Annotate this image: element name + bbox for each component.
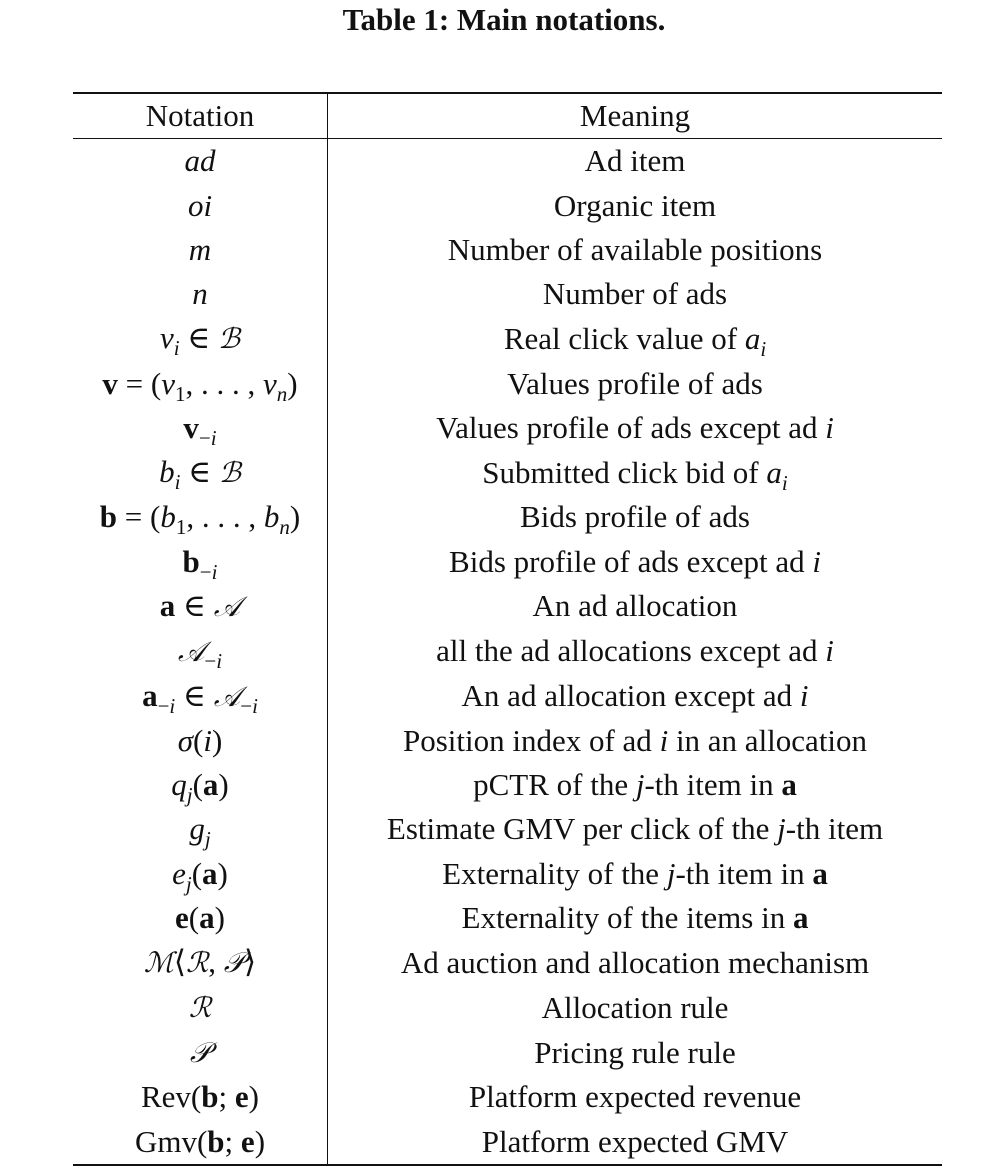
table-row: [73, 629, 942, 674]
math-segment: i: [659, 722, 669, 758]
math-segment: Platform expected GMV: [481, 1123, 789, 1159]
math-segment: ): [289, 499, 301, 535]
math-segment: 1: [175, 515, 187, 540]
math-segment: = (: [117, 365, 162, 401]
math-segment: −: [157, 693, 170, 718]
math-segment: ∈: [180, 454, 219, 490]
math-segment: ;: [224, 1123, 241, 1159]
meaning-cell: [328, 184, 943, 228]
notation-cell: [73, 272, 328, 316]
math-segment: ℛ: [185, 946, 209, 980]
math-segment: b: [99, 499, 118, 535]
math-segment: a: [781, 767, 797, 803]
table-row: [73, 406, 942, 450]
math-segment: b: [201, 1079, 219, 1115]
table-row: [73, 1030, 942, 1075]
math-segment: ∈: [175, 677, 214, 713]
math-segment: ℬ: [218, 456, 241, 490]
notation-cell: [73, 807, 328, 851]
table-row: [73, 985, 942, 1030]
notation-cell: [73, 763, 328, 807]
meaning-cell: [328, 763, 943, 807]
math-segment: Bids profile of ads except ad: [449, 543, 813, 579]
math-segment: ): [248, 1079, 259, 1115]
notation-cell: [73, 940, 328, 985]
math-segment: i: [210, 425, 217, 450]
math-segment: v: [102, 365, 118, 401]
math-segment: g: [189, 811, 205, 847]
math-segment: Externality of the items in: [461, 900, 793, 935]
math-segment: i: [173, 336, 180, 361]
math-segment: v: [262, 365, 277, 401]
notation-cell: [73, 139, 328, 184]
math-segment: b: [159, 454, 175, 490]
math-segment: σ: [177, 722, 193, 758]
math-segment: , . . . ,: [186, 499, 264, 535]
math-segment: Number of available positions: [447, 232, 823, 268]
math-segment: 𝒜: [213, 589, 241, 623]
math-segment: n: [279, 515, 290, 540]
notation-cell: [73, 629, 328, 674]
meaning-cell: [328, 985, 943, 1030]
notation-cell: [73, 184, 328, 228]
math-segment: Number of ads: [542, 276, 728, 312]
math-segment: -th item in: [644, 767, 782, 803]
math-segment: v: [183, 409, 199, 445]
notation-table: [73, 92, 942, 1166]
math-segment: n: [192, 276, 208, 312]
math-segment: 𝒫: [189, 1036, 211, 1070]
math-segment: ad: [184, 143, 216, 179]
math-segment: Gmv(: [134, 1123, 208, 1159]
math-segment: An ad allocation: [532, 588, 738, 624]
math-segment: (: [191, 855, 203, 891]
meaning-cell: [328, 495, 943, 539]
notation-cell: [73, 719, 328, 763]
math-segment: a: [142, 677, 158, 713]
math-segment: i: [174, 470, 181, 495]
math-segment: i: [760, 336, 767, 361]
meaning-cell: [328, 139, 943, 184]
math-segment: i: [825, 633, 834, 669]
math-segment: Bids profile of ads: [520, 499, 750, 535]
math-segment: e: [234, 1079, 249, 1115]
math-segment: 𝒜: [213, 679, 241, 713]
math-segment: ): [217, 855, 228, 891]
math-segment: m: [188, 232, 212, 268]
math-segment: −: [240, 693, 253, 718]
math-segment: −: [199, 559, 212, 584]
table-row: [73, 316, 942, 361]
math-segment: a: [766, 454, 782, 490]
meaning-cell: [328, 361, 943, 405]
math-segment: (: [193, 722, 204, 758]
math-segment: a: [812, 855, 828, 891]
meaning-cell: [328, 584, 943, 629]
math-segment: i: [216, 648, 223, 673]
notation-cell: [73, 674, 328, 719]
math-segment: Values profile of ads: [507, 365, 763, 401]
notation-cell: [73, 1030, 328, 1075]
notation-cell: [73, 361, 328, 405]
notation-cell: [73, 228, 328, 272]
meaning-cell: [328, 852, 943, 896]
meaning-cell: [328, 228, 943, 272]
table-row: [73, 852, 942, 896]
math-segment: i: [825, 409, 834, 445]
math-segment: b: [207, 1123, 225, 1159]
math-segment: Values profile of ads except ad: [436, 409, 826, 445]
math-segment: a: [792, 900, 809, 935]
table-row: [73, 272, 942, 316]
table-row: [73, 495, 942, 539]
math-segment: a: [202, 767, 219, 803]
math-segment: all the ad allocations except ad: [436, 633, 826, 669]
header-meaning: Meaning: [579, 98, 691, 134]
math-segment: ;: [218, 1079, 235, 1115]
notation-cell: [73, 852, 328, 896]
notation-cell: [73, 406, 328, 450]
math-segment: ∈: [175, 587, 214, 623]
notation-cell: [73, 450, 328, 495]
math-segment: j: [777, 811, 786, 847]
math-segment: i: [211, 559, 218, 584]
math-segment: v: [159, 320, 174, 356]
math-segment: a: [202, 855, 218, 891]
math-segment: ∈: [179, 320, 219, 356]
math-segment: i: [252, 693, 258, 718]
math-segment: a: [199, 900, 215, 935]
table-row: [73, 896, 942, 940]
table-row: [73, 940, 942, 985]
meaning-cell: [328, 896, 943, 940]
notation-cell: [73, 896, 328, 940]
table-row: [73, 539, 942, 583]
table-row: [73, 1075, 942, 1119]
math-segment: j: [635, 767, 645, 803]
math-segment: e: [175, 900, 189, 935]
math-segment: Estimate GMV per click of the: [386, 811, 778, 847]
math-segment: Platform expected revenue: [468, 1079, 802, 1115]
notation-cell: [73, 1075, 328, 1119]
meaning-cell: [328, 406, 943, 450]
math-segment: in an allocation: [668, 722, 868, 758]
math-segment: i: [169, 693, 176, 718]
table-row: [73, 763, 942, 807]
math-segment: Pricing rule rule: [534, 1034, 736, 1070]
math-segment: b: [182, 543, 200, 579]
math-segment: v: [161, 365, 175, 401]
math-segment: 𝒜: [177, 634, 205, 668]
math-segment: ): [218, 767, 229, 803]
table-body: [73, 139, 942, 1165]
math-segment: ℛ: [188, 991, 212, 1025]
math-segment: An ad allocation except ad: [461, 678, 800, 714]
math-segment: Organic item: [553, 187, 717, 223]
math-segment: Real click value of: [503, 320, 745, 356]
math-segment: e: [240, 1123, 255, 1159]
table-row: [73, 674, 942, 719]
meaning-cell: [328, 674, 943, 719]
meaning-cell: [328, 1075, 943, 1119]
table-caption: Table 1: Main notations.: [342, 2, 666, 37]
math-segment: Ad item: [584, 143, 686, 179]
math-segment: 𝒫: [223, 946, 244, 980]
table-row: [73, 139, 942, 184]
meaning-cell: [328, 719, 943, 763]
math-segment: Position index of ad: [402, 722, 660, 758]
math-segment: (: [188, 900, 200, 935]
math-segment: -th item: [785, 811, 884, 847]
header-row: [73, 93, 942, 139]
math-segment: ⟨: [173, 944, 186, 980]
math-segment: j: [185, 871, 192, 896]
math-segment: Submitted click bid of: [482, 454, 767, 490]
meaning-cell: [328, 1119, 943, 1164]
math-segment: pCTR of the: [473, 767, 636, 803]
math-segment: j: [186, 783, 193, 808]
meaning-cell: [328, 272, 943, 316]
math-segment: j: [666, 855, 676, 891]
math-segment: ,: [208, 944, 224, 980]
math-segment: n: [276, 381, 288, 406]
meaning-cell: [328, 316, 943, 361]
math-segment: a: [159, 587, 176, 623]
math-segment: oi: [187, 187, 213, 223]
table-row: [73, 228, 942, 272]
table-row: [73, 450, 942, 495]
table-row: [73, 361, 942, 405]
table-row: [73, 184, 942, 228]
math-segment: i: [812, 543, 821, 579]
math-segment: ⟩: [244, 944, 257, 980]
table-row: [73, 584, 942, 629]
meaning-cell: [328, 1030, 943, 1075]
math-segment: e: [172, 855, 186, 891]
math-segment: j: [204, 827, 211, 852]
notation-cell: [73, 539, 328, 583]
notation-cell: [73, 495, 328, 539]
math-segment: q: [171, 767, 187, 803]
math-segment: ): [211, 722, 223, 758]
meaning-cell: [328, 629, 943, 674]
math-segment: 1: [174, 381, 186, 406]
math-segment: ℬ: [218, 322, 241, 356]
math-segment: Allocation rule: [541, 989, 729, 1025]
math-segment: i: [799, 678, 809, 714]
notation-cell: [73, 1119, 328, 1164]
math-segment: Externality of the: [442, 855, 667, 891]
math-segment: (: [192, 767, 203, 803]
math-segment: ℳ: [143, 946, 174, 980]
math-segment: −: [198, 425, 211, 450]
table-row: [73, 807, 942, 851]
math-segment: b: [160, 499, 176, 535]
math-segment: b: [263, 499, 280, 535]
math-segment: ): [287, 365, 298, 401]
math-segment: i: [781, 470, 788, 495]
meaning-cell: [328, 539, 943, 583]
math-segment: a: [744, 320, 761, 356]
math-segment: = (: [117, 499, 161, 535]
notation-cell: [73, 316, 328, 361]
meaning-cell: [328, 807, 943, 851]
math-segment: Rev(: [141, 1079, 202, 1115]
table-row: [73, 1119, 942, 1164]
math-segment: Ad auction and allocation mechanism: [400, 944, 870, 980]
notation-cell: [73, 584, 328, 629]
meaning-cell: [328, 450, 943, 495]
math-segment: i: [203, 722, 212, 758]
header-notation: Notation: [73, 93, 328, 139]
meaning-cell: [328, 940, 943, 985]
math-segment: ): [214, 900, 225, 935]
notation-cell: [73, 985, 328, 1030]
math-segment: , . . . ,: [185, 365, 263, 401]
table-row: [73, 719, 942, 763]
math-segment: -th item in: [675, 855, 813, 891]
math-segment: −: [204, 648, 217, 673]
math-segment: ): [254, 1123, 266, 1159]
